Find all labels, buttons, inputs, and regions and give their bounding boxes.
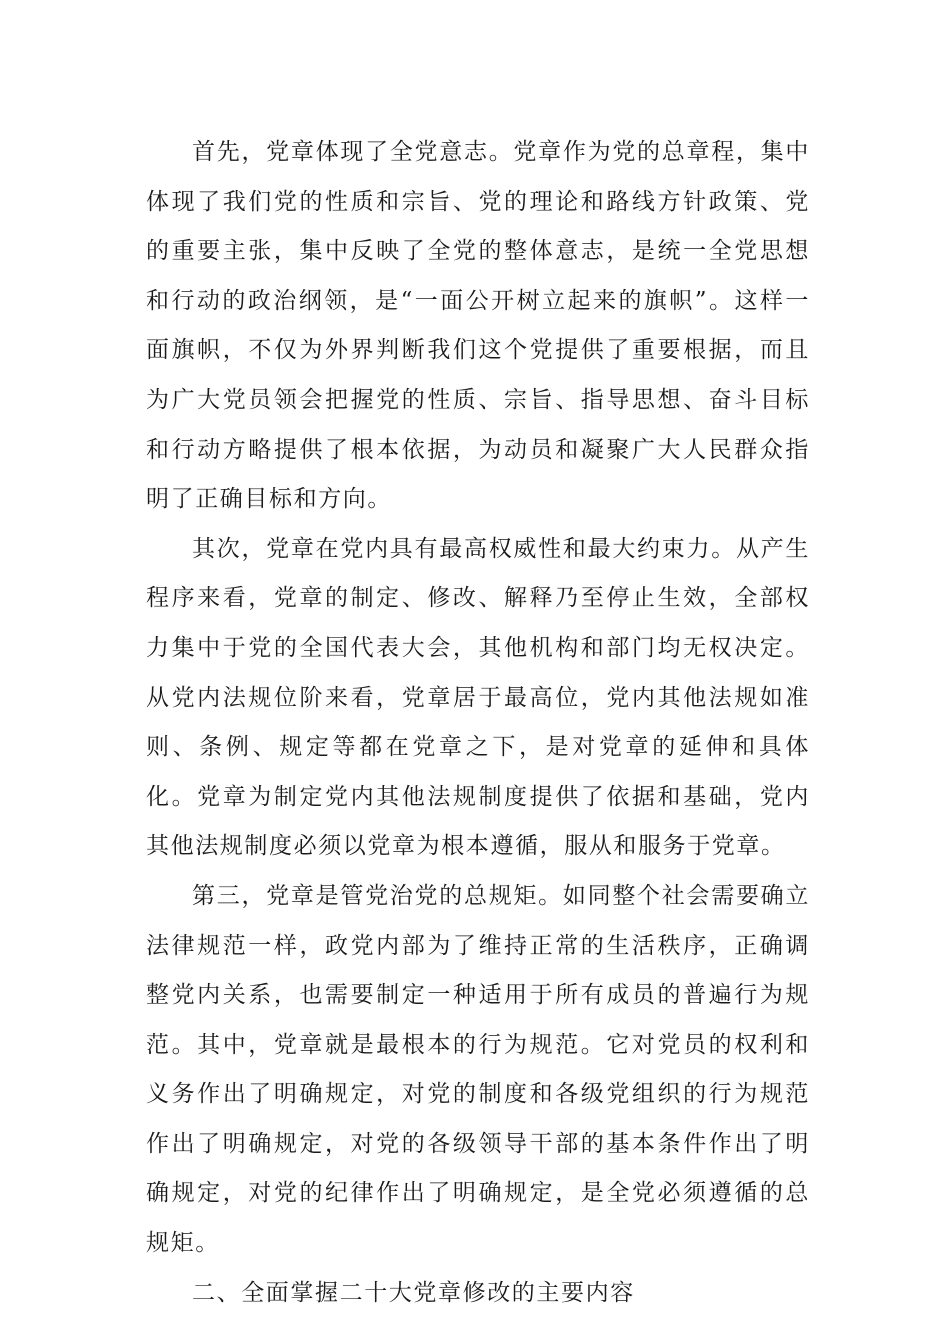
- paragraph-party-will: 首先，党章体现了全党意志。党章作为党的总章程，集中体现了我们党的性质和宗旨、党的理论和路线方针政策、党的重要主张，集中反映了全党的整体意志，是统一全党思想和行动的政治纲领，是“一面公开树立起来的旗帜”。这样一面旗帜，不仅为外界判断我们这个党提供了重要根据，而且为广大党员领会把握党的性质、宗旨、指导思想、奋斗目标和行动方略提供了根本依据，为动员和凝聚广大人民群众指明了正确目标和方向。: [146, 139, 810, 513]
- section-heading: 二、全面掌握二十大党章修改的主要内容: [192, 1279, 635, 1306]
- paragraph-general-rules: 第三，党章是管党治党的总规矩。如同整个社会需要确立法律规范一样，政党内部为了维持正常的生活秩序，正确调整党内关系，也需要制定一种适用于所有成员的普遍行为规范。其中，党章就是最根本的行为规范。它对党员的权利和义务作出了明确规定，对党的制度和各级党组织的行为规范作出了明确规定，对党的各级领导干部的基本条件作出了明确规定，对党的纪律作出了明确规定，是全党必须遵循的总规矩。: [146, 882, 810, 1257]
- paragraph-highest-authority: 其次，党章在党内具有最高权威性和最大约束力。从产生程序来看，党章的制定、修改、解释乃至停止生效，全部权力集中于党的全国代表大会，其他机构和部门均无权决定。从党内法规位阶来看，党章居于最高位，党内其他法规如准则、条例、规定等都在党章之下，是对党章的延伸和具体化。党章为制定党内其他法规制度提供了依据和基础，党内其他法规制度必须以党章为根本遵循，服从和服务于党章。: [146, 535, 810, 860]
- document-body: [146, 128, 810, 1318]
